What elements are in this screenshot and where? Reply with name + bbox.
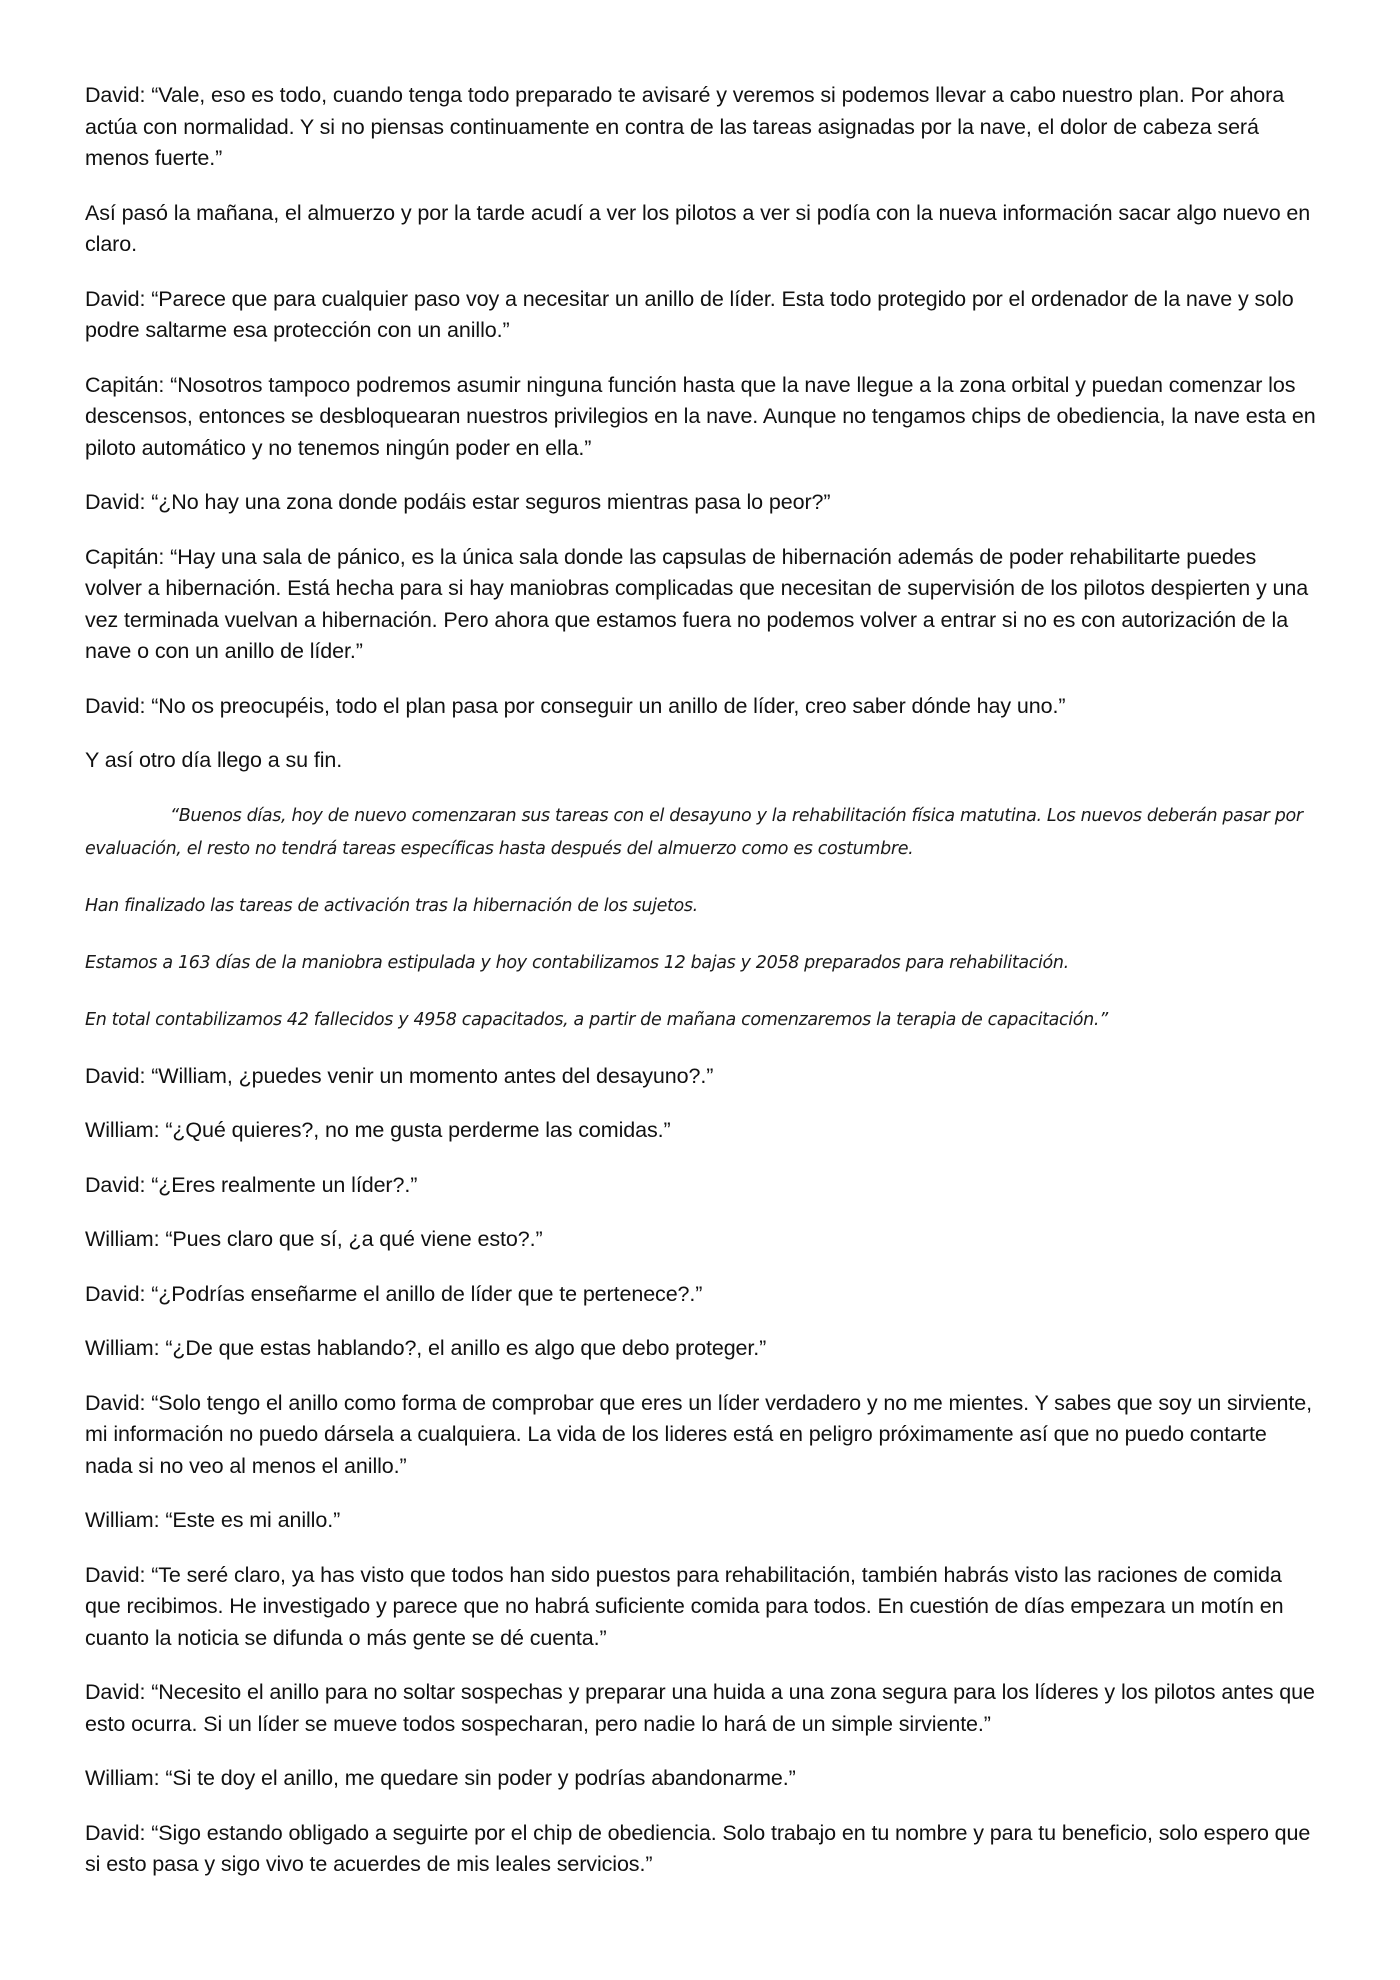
ship-broadcast [85,800,1316,1037]
paragraph: Así pasó la mañana, el almuerzo y por la tarde acudí a ver los pilotos a ver si podía con la nueva información sacar algo nuevo en claro. [85,200,1311,256]
paragraph: William: “¿Qué quieres?, no me gusta perderme las comidas.” [85,1118,671,1142]
paragraph: David: “Necesito el anillo para no soltar sospechas y preparar una huida a una zona segura para los líderes y los pilotos antes que esto ocurra. Si un líder se mueve todos sospecharan, pero nadie lo hará de un simple sirviente.” [85,1680,1315,1736]
paragraph: David: “Te seré claro, ya has visto que todos han sido puestos para rehabilitación, también habrás visto las raciones de comida que recibimos. He investigado y parece que no habrá suficiente comida para todos. En cuestión de días empezara un motín en cuanto la noticia se difunda o más gente se dé cuenta.” [85,1562,1284,1650]
broadcast-paragraph: En total contabilizamos 42 fallecidos y 4958 capacitados, a partir de mañana comenzaremos la terapia de capacitación.” [85,1009,1108,1030]
paragraph: Y así otro día llego a su fin. [85,748,343,772]
broadcast-paragraph: “Buenos días, hoy de nuevo comenzaran sus tareas con el desayuno y la rehabilitación física matutina. Los nuevos deberán pasar por evaluación, el resto no tendrá tareas específicas hasta después del almuerzo como es costumbre. [85,805,1303,859]
paragraph: William: “Si te doy el anillo, me quedare sin poder y podrías abandonarme.” [85,1766,796,1790]
paragraph: William: “Pues claro que sí, ¿a qué viene esto?.” [85,1227,543,1251]
paragraph: William: “¿De que estas hablando?, el anillo es algo que debo proteger.” [85,1336,767,1360]
paragraph: David: “Parece que para cualquier paso voy a necesitar un anillo de líder. Esta todo protegido por el ordenador de la nave y solo podre saltarme esa protección con un anillo.” [85,286,1294,342]
paragraph: David: “No os preocupéis, todo el plan pasa por conseguir un anillo de líder, creo saber dónde hay uno.” [85,693,1066,718]
paragraph: William: “Este es mi anillo.” [85,1508,341,1532]
paragraph: David: “¿Podrías enseñarme el anillo de líder que te pertenece?.” [85,1281,703,1306]
paragraph: David: “Solo tengo el anillo como forma de comprobar que eres un líder verdadero y no me mientes. Y sabes que soy un sirviente, mi información no puedo dársela a cualquiera. La vida de los lideres está en peligro próximamente así que no puedo contarte nada si no veo al menos el anillo.” [85,1390,1313,1478]
paragraph: Capitán: “Hay una sala de pánico, es la única sala donde las capsulas de hibernación además de poder rehabilitarte puedes volver a hibernación. Está hecha para si hay maniobras complicadas que necesitan de supervisión de los pilotos despierten y una vez terminada vuelvan a hibernación. Pero ahora que estamos fuera no podemos volver a entrar si no es con autorización de la nave o con un anillo de líder.” [85,544,1309,663]
paragraph: David: “¿Eres realmente un líder?.” [85,1172,418,1197]
broadcast-paragraph: Estamos a 163 días de la maniobra estipulada y hoy contabilizamos 12 bajas y 2058 preparados para rehabilitación. [85,952,1069,973]
paragraph: David: “William, ¿puedes venir un momento antes del desayuno?.” [85,1063,714,1088]
paragraph: Capitán: “Nosotros tampoco podremos asumir ninguna función hasta que la nave llegue a la zona orbital y puedan comenzar los descensos, entonces se desbloquearan nuestros privilegios en la nave. Aunque no tengamos chips de obediencia, la nave esta en piloto automático y no tenemos ningún poder en ella.” [85,372,1316,460]
paragraph: David: “Vale, eso es todo, cuando tenga todo preparado te avisaré y veremos si podemos llevar a cabo nuestro plan. Por ahora actúa con normalidad. Y si no piensas continuamente en contra de las tareas asignadas por la nave, el dolor de cabeza será menos fuerte.” [85,83,1285,170]
paragraph: David: “Sigo estando obligado a seguirte por el chip de obediencia. Solo trabajo en tu nombre y para tu beneficio, solo espero que si esto pasa y sigo vivo te acuerdes de mis leales servicios.” [85,1820,1311,1876]
broadcast-paragraph: Han finalizado las tareas de activación tras la hibernación de los sujetos. [85,895,698,916]
paragraph: David: “¿No hay una zona donde podáis estar seguros mientras pasa lo peor?” [85,490,831,514]
